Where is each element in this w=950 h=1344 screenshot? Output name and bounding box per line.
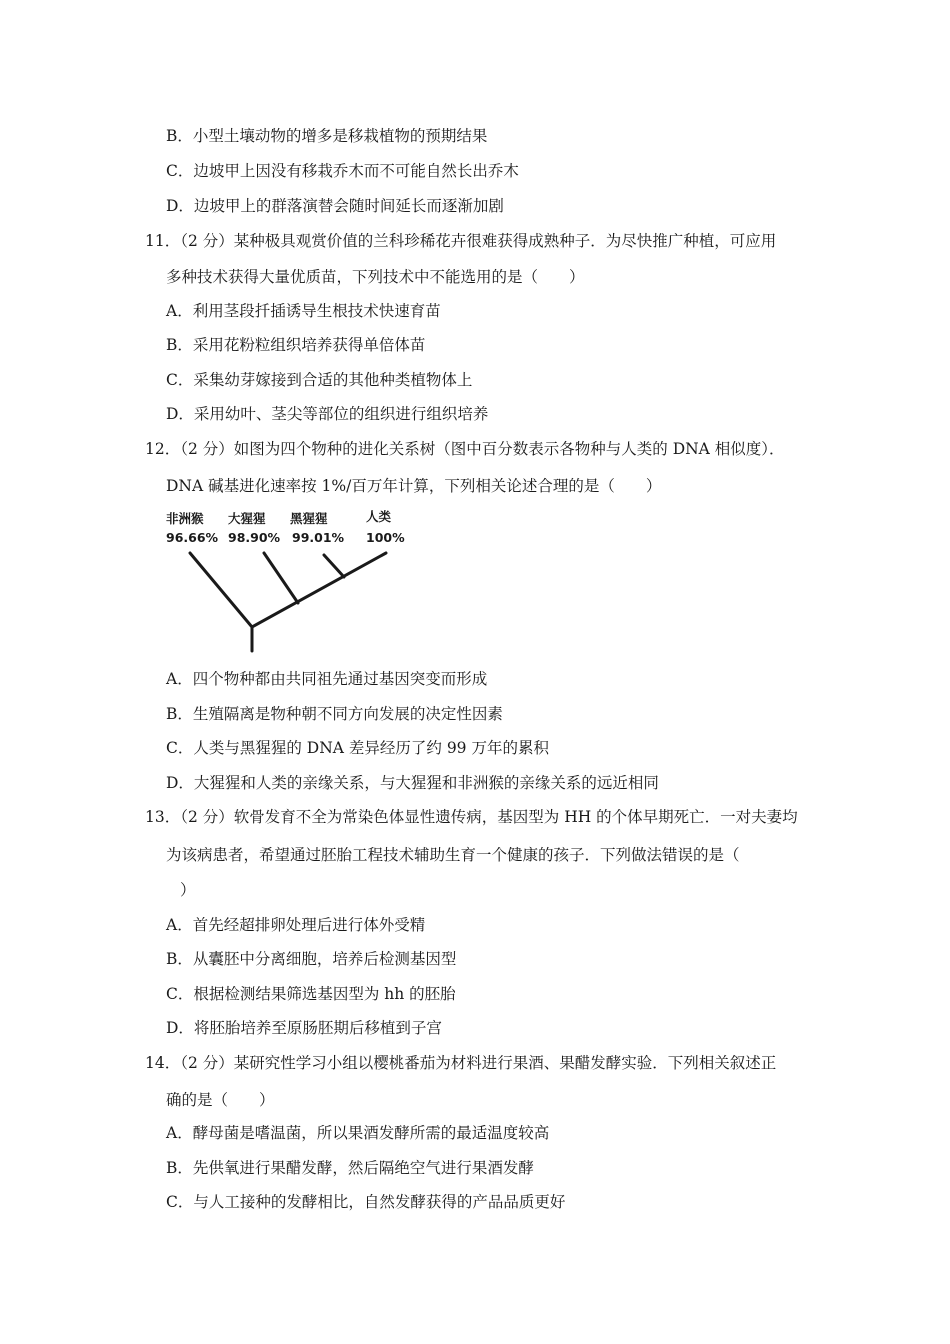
q11-stem-line1: 11．（2 分）某种极具观赏价值的兰科珍稀花卉很难获得成熟种子．为尽快推广种植，可应用 — [145, 232, 777, 250]
q12-stem-line2: DNA 碱基进化速率按 1%/百万年计算，下列相关论述合理的是（ ） — [166, 477, 662, 495]
evolution-tree-figure — [160, 505, 420, 655]
species-label-african-monkey: 非洲猴 — [166, 511, 204, 526]
branch-chimpanzee — [324, 555, 344, 577]
q14-option-a: A．酵母菌是嗜温菌，所以果酒发酵所需的最适温度较高 — [166, 1124, 550, 1142]
q11-option-c: C．采集幼芽嫁接到合适的其他种类植物体上 — [166, 371, 473, 389]
similarity-african-monkey: 96.66% — [166, 530, 219, 545]
q14-option-c: C．与人工接种的发酵相比，自然发酵获得的产品品质更好 — [166, 1193, 566, 1211]
species-label-human: 人类 — [366, 509, 392, 524]
q12-option-b: B．生殖隔离是物种朝不同方向发展的决定性因素 — [166, 705, 503, 723]
species-label-gorilla: 大猩猩 — [228, 511, 266, 526]
q13-stem-line2: 为该病患者，希望通过胚胎工程技术辅助生育一个健康的孩子．下列做法错误的是（ — [166, 846, 740, 864]
q12-option-d: D．大猩猩和人类的亲缘关系，与大猩猩和非洲猴的亲缘关系的远近相同 — [166, 774, 659, 792]
similarity-human: 100% — [366, 530, 405, 545]
q12-stem-line1: 12．（2 分）如图为四个物种的进化关系树（图中百分数表示各物种与人类的 DNA 相似度）． — [145, 440, 785, 458]
q12-option-a: A．四个物种都由共同祖先通过基因突变而形成 — [166, 670, 488, 688]
q10-option-d: D．边坡甲上的群落演替会随时间延长而逐渐加剧 — [166, 197, 504, 215]
q13-stem-line3: ） — [180, 881, 196, 899]
q14-stem-line2: 确的是（ ） — [166, 1091, 275, 1109]
q14-option-b: B．先供氧进行果醋发酵，然后隔绝空气进行果酒发酵 — [166, 1159, 534, 1177]
similarity-gorilla: 98.90% — [228, 530, 281, 545]
q13-option-d: D．将胚胎培养至原肠胚期后移植到子宫 — [166, 1019, 442, 1037]
q13-option-b: B．从囊胚中分离细胞，培养后检测基因型 — [166, 950, 457, 968]
q10-option-b: B．小型土壤动物的增多是移栽植物的预期结果 — [166, 127, 488, 145]
branch-gorilla — [264, 553, 298, 603]
species-label-chimpanzee: 黑猩猩 — [290, 511, 328, 526]
q11-stem-line2: 多种技术获得大量优质苗，下列技术中不能选用的是（ ） — [166, 268, 585, 286]
q11-option-d: D．采用幼叶、茎尖等部位的组织进行组织培养 — [166, 405, 489, 423]
q12-option-c: C．人类与黑猩猩的 DNA 差异经历了约 99 万年的累积 — [166, 739, 549, 757]
branch-african-monkey — [190, 553, 252, 627]
q13-stem-line1: 13．（2 分）软骨发育不全为常染色体显性遗传病，基因型为 HH 的个体早期死亡．一对夫妻均 — [145, 808, 798, 826]
q13-option-c: C．根据检测结果筛选基因型为 hh 的胚胎 — [166, 985, 456, 1003]
q13-option-a: A．首先经超排卵处理后进行体外受精 — [166, 916, 426, 934]
q11-option-a: A．利用茎段扦插诱导生根技术快速育苗 — [166, 302, 441, 320]
q10-option-c: C．边坡甲上因没有移栽乔木而不可能自然长出乔木 — [166, 162, 519, 180]
similarity-chimpanzee: 99.01% — [292, 530, 345, 545]
q14-stem-line1: 14．（2 分）某研究性学习小组以樱桃番茄为材料进行果酒、果醋发酵实验．下列相关叙述正 — [145, 1054, 777, 1072]
q11-option-b: B．采用花粉粒组织培养获得单倍体苗 — [166, 336, 426, 354]
